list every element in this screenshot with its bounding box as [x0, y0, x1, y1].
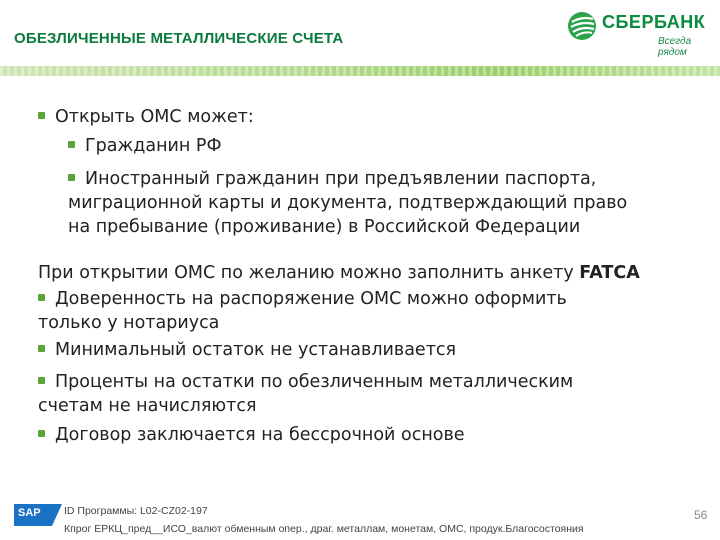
list-item: Доверенность на распоряжение ОМС можно оформить [38, 286, 567, 312]
header-divider-stripe [0, 66, 720, 76]
list-item: Гражданин РФ [68, 133, 222, 159]
fatca-label: FATCA [579, 263, 640, 283]
list-item: Проценты на остатки по обезличенным металлическим [38, 369, 573, 395]
list-item-continuation: на пребывание (проживание) в Российской Федерации [68, 217, 581, 237]
program-id: ID Программы: L02-CZ02-197 [64, 505, 208, 517]
sap-logo-text: SAP [18, 507, 41, 519]
logo-tagline: Всегда рядом [658, 36, 692, 58]
program-path: Кпрог ЕРКЦ_пред__ИСО_валют обменным опер., драг. металлам, монетам, ОМС, продук.Благосостояния [64, 523, 584, 535]
bullet-icon [38, 345, 45, 352]
fatca-note: При открытии ОМС по желанию можно заполнить анкету FATCA [38, 263, 640, 283]
bullet-icon [38, 430, 45, 437]
bullet-icon [38, 294, 45, 301]
bullet-icon [68, 174, 75, 181]
sberbank-logo [566, 10, 712, 58]
logo-text: СБЕРБАНК [602, 12, 706, 32]
sberbank-logo-icon [566, 10, 598, 42]
bullet-icon [68, 141, 75, 148]
list-item-continuation: миграционной карты и документа, подтверждающий право [68, 193, 628, 213]
bullet-icon [38, 112, 45, 119]
list-item: Договор заключается на бессрочной основе [38, 422, 465, 448]
bullet-icon [38, 377, 45, 384]
list-item-continuation: только у нотариуса [38, 313, 220, 333]
list-item-continuation: счетам не начисляются [38, 396, 257, 416]
list-item: Открыть ОМС может: [38, 104, 254, 130]
page-title: ОБЕЗЛИЧЕННЫЕ МЕТАЛЛИЧЕСКИЕ СЧЕТА [14, 30, 344, 47]
sap-logo [14, 504, 52, 526]
list-item: Иностранный гражданин при предъявлении паспорта, [68, 166, 596, 192]
page-number: 56 [694, 508, 708, 522]
list-item: Минимальный остаток не устанавливается [38, 337, 456, 363]
